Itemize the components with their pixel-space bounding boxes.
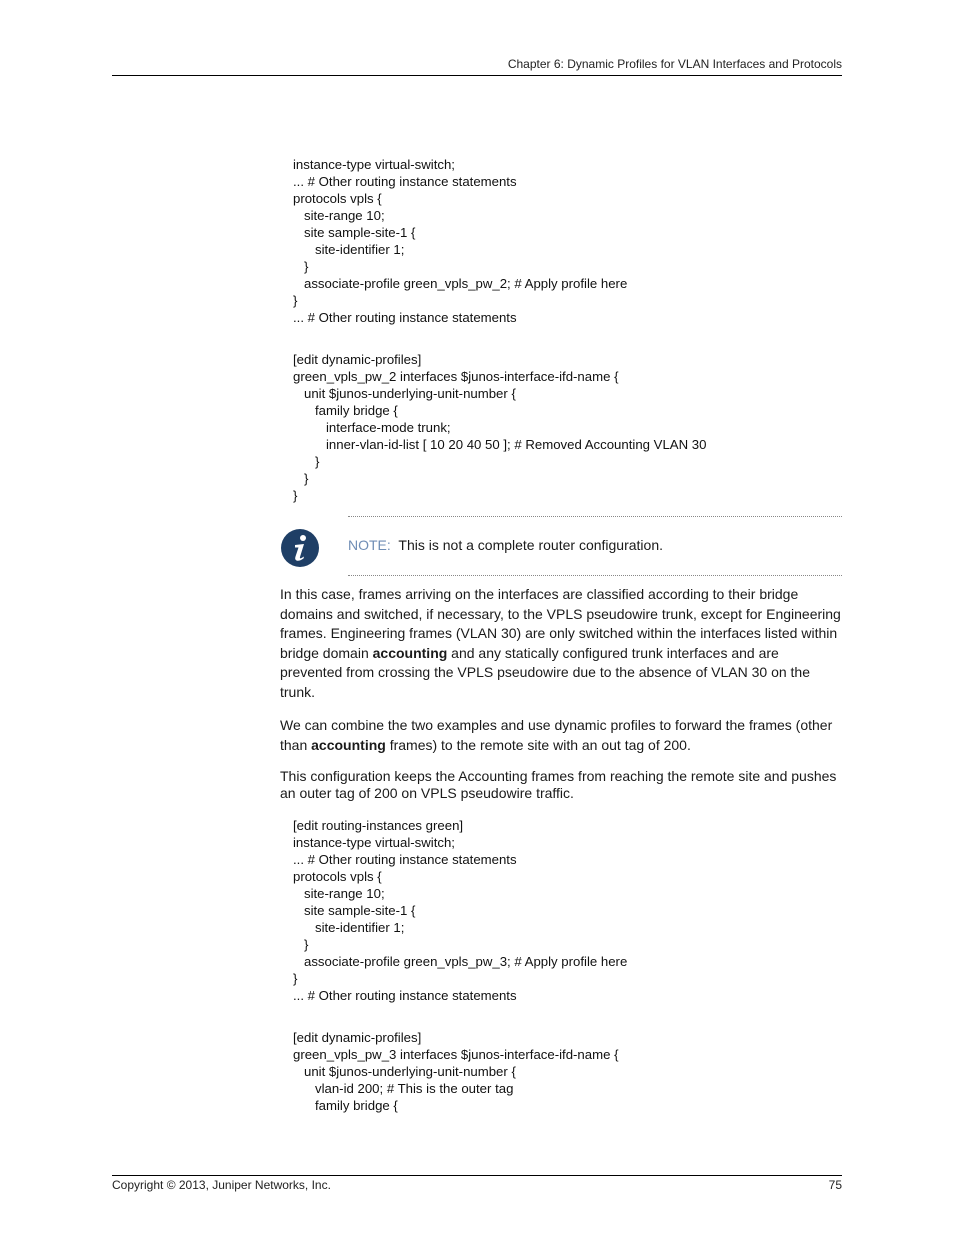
running-header: Chapter 6: Dynamic Profiles for VLAN Interfaces and Protocols: [507, 57, 842, 71]
code-line: ... # Other routing instance statements: [293, 310, 517, 325]
note-callout: [280, 516, 842, 576]
info-icon: [280, 528, 320, 568]
paragraph-bridge-domains: [280, 585, 842, 702]
paragraph-text: frames) to the remote site with an out tag of 200.: [385, 736, 691, 753]
inline-code-accounting: accounting: [311, 736, 386, 753]
code-line: ... # Other routing instance statements: [293, 988, 517, 1003]
paragraph-configuration: This configuration keeps the Accounting frames from reaching the remote site and pushes an outer tag of 200 on VPLS pseudowire traffic.: [280, 768, 837, 801]
code-line: unit $junos-underlying-unit-number {: [293, 1064, 516, 1079]
code-block-4: [293, 1029, 618, 1114]
note-rule-bottom: [348, 575, 842, 576]
inline-code-accounting: accounting: [372, 644, 448, 661]
paragraph-text: and any statically configured trunk interfaces and are prevented from crossing the VPLS pseudowire due to the absence of VLAN 30 on the trunk.: [280, 644, 810, 700]
code-line: interface-mode trunk;: [293, 420, 451, 435]
code-line: associate-profile green_vpls_pw_3; # Apply profile here: [293, 954, 628, 969]
code-line: }: [293, 259, 309, 274]
code-line: family bridge {: [293, 1098, 398, 1113]
header-rule: [112, 75, 842, 76]
note-body: This is not a complete router configuration.: [398, 537, 663, 553]
code-line: instance-type virtual-switch;: [293, 157, 455, 172]
paragraph-combine-examples: [280, 716, 842, 755]
code-line: [edit routing-instances green]: [293, 818, 464, 833]
code-line: ... # Other routing instance statements: [293, 852, 517, 867]
footer-rule: [112, 1175, 842, 1176]
code-line: family bridge {: [293, 403, 398, 418]
footer-copyright: Copyright © 2013, Juniper Networks, Inc.: [112, 1178, 331, 1192]
code-line: protocols vpls {: [293, 191, 382, 206]
code-line: site sample-site-1 {: [293, 903, 416, 918]
code-line: }: [293, 471, 309, 486]
code-line: inner-vlan-id-list [ 10 20 40 50 ]; # Removed Accounting VLAN 30: [293, 437, 707, 452]
code-line: }: [293, 488, 298, 503]
paragraph-text: In this case, frames arriving on the interfaces are classified according to their bridge domains and switched, if necessary, to the VPLS pseudowire trunk, except for Engineering frames. Engineering frames (VLAN 30) are only switched within the interfaces listed within bridge domain: [280, 586, 841, 661]
note-rule-top: [348, 516, 842, 517]
code-line: }: [293, 454, 320, 469]
code-block-1: [293, 156, 627, 326]
code-line: ... # Other routing instance statements: [293, 174, 517, 189]
page-number: 75: [828, 1178, 842, 1192]
code-line: [edit dynamic-profiles]: [293, 352, 422, 367]
code-line: [edit dynamic-profiles]: [293, 1030, 422, 1045]
code-line: unit $junos-underlying-unit-number {: [293, 386, 516, 401]
code-block-2: [293, 351, 706, 504]
code-line: vlan-id 200; # This is the outer tag: [293, 1081, 514, 1096]
code-line: green_vpls_pw_2 interfaces $junos-interface-ifd-name {: [293, 369, 619, 384]
code-line: }: [293, 937, 309, 952]
code-line: associate-profile green_vpls_pw_2; # Apply profile here: [293, 276, 628, 291]
note-text: [348, 537, 663, 553]
code-line: site sample-site-1 {: [293, 225, 416, 240]
code-line: }: [293, 293, 298, 308]
code-line: }: [293, 971, 298, 986]
paragraph-text: We can combine the two examples and use dynamic profiles to forward the frames (other than: [280, 717, 833, 753]
code-line: site-identifier 1;: [293, 920, 405, 935]
code-line: green_vpls_pw_3 interfaces $junos-interface-ifd-name {: [293, 1047, 619, 1062]
note-label: NOTE:: [348, 537, 391, 553]
code-line: site-identifier 1;: [293, 242, 405, 257]
code-line: protocols vpls {: [293, 869, 382, 884]
code-line: site-range 10;: [293, 208, 385, 223]
code-line: site-range 10;: [293, 886, 385, 901]
code-block-3: [293, 817, 627, 1004]
code-line: instance-type virtual-switch;: [293, 835, 455, 850]
